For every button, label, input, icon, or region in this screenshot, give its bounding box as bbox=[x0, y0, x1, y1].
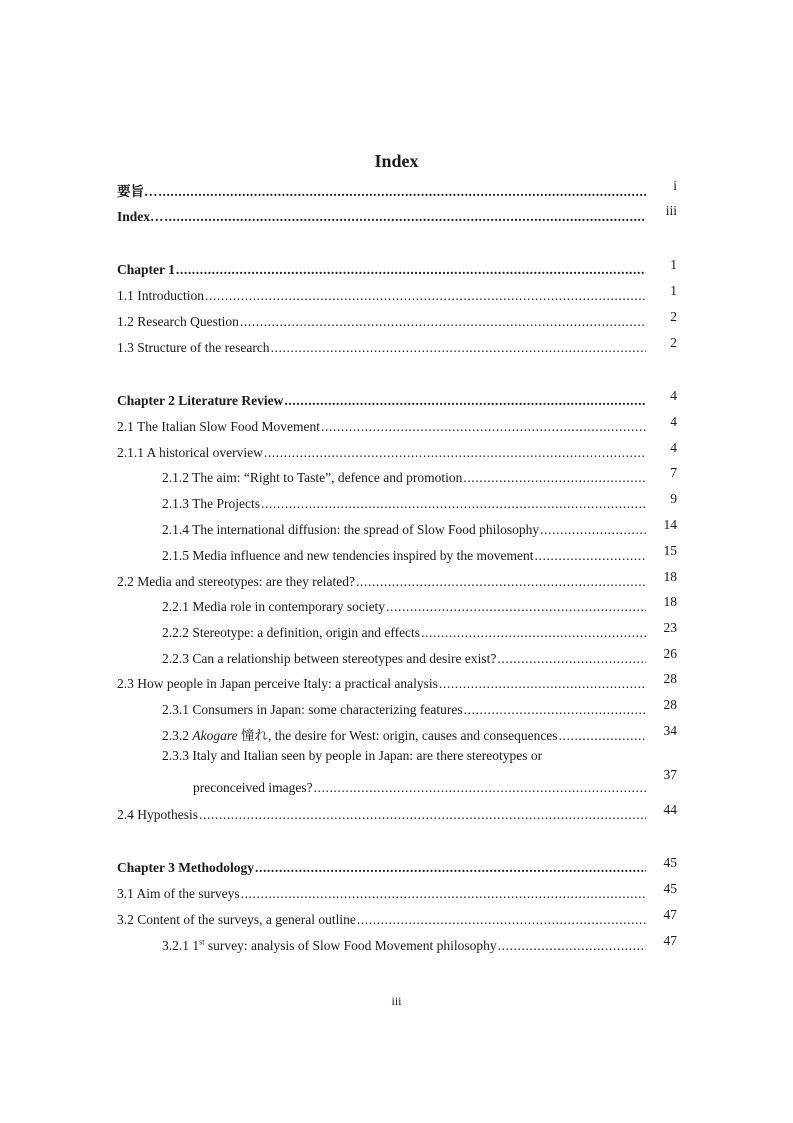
toc-entry-page: 26 bbox=[663, 646, 677, 661]
page-number: iii bbox=[391, 994, 402, 1008]
toc-entry-page: 15 bbox=[663, 543, 677, 558]
toc-entry[interactable] bbox=[117, 799, 648, 823]
toc-entry-title: 1.1 Introduction bbox=[117, 288, 204, 303]
toc-entry-title: 2.1.4 The international diffusion: the spread of Slow Food philosophy bbox=[162, 522, 540, 537]
toc-entry[interactable] bbox=[117, 332, 648, 356]
toc-entry-page: 1 bbox=[670, 283, 677, 298]
toc-entry-page: 34 bbox=[663, 723, 677, 738]
toc-entry[interactable] bbox=[117, 878, 648, 902]
toc-entry-title: 1.3 Structure of the research bbox=[117, 340, 270, 355]
toc-entry-title: 2.1.2 The aim: “Right to Taste”, defence and promotion bbox=[162, 470, 463, 485]
toc-entry[interactable] bbox=[162, 488, 648, 512]
toc-entry-chapter[interactable] bbox=[117, 254, 648, 278]
toc-entry[interactable] bbox=[117, 306, 648, 330]
toc-entry-page: 4 bbox=[670, 388, 677, 403]
toc-entry-title: 2.3.1 Consumers in Japan: some characterizing features bbox=[162, 702, 463, 717]
toc-entry-chapter[interactable] bbox=[117, 385, 648, 409]
toc-entry-title: 1.2 Research Question bbox=[117, 314, 239, 329]
toc-entry-page: 9 bbox=[670, 491, 677, 506]
toc-entry-title: 2.2.3 Can a relationship between stereotypes and desire exist? bbox=[162, 651, 497, 666]
toc-entry-page: 18 bbox=[663, 594, 677, 609]
toc-entry[interactable] bbox=[162, 930, 648, 954]
toc-entry-page: 4 bbox=[670, 440, 677, 455]
toc-entry-page: iii bbox=[665, 203, 677, 218]
toc-entry-title: 2.3.2 Akogare 憧れ, the desire for West: origin, causes and consequences bbox=[162, 728, 558, 743]
toc-entry-page: 23 bbox=[663, 620, 677, 635]
toc-entry-page: 14 bbox=[663, 517, 677, 532]
toc-entry-title: 3.1 Aim of the surveys bbox=[117, 886, 240, 901]
toc-entry-page: 4 bbox=[670, 414, 677, 429]
toc-entry[interactable] bbox=[162, 514, 648, 538]
toc-entry-title: Chapter 1 bbox=[117, 262, 175, 277]
toc-entry-title: Chapter 2 Literature Review bbox=[117, 393, 284, 408]
toc-entry[interactable] bbox=[162, 462, 648, 486]
toc-entry[interactable] bbox=[162, 591, 648, 615]
toc-entry[interactable] bbox=[162, 540, 648, 564]
toc-entry-page: i bbox=[673, 178, 677, 193]
toc-entry-title: 2.2 Media and stereotypes: are they related? bbox=[117, 574, 356, 589]
toc-entry-page: 47 bbox=[663, 933, 677, 948]
toc-entry[interactable] bbox=[117, 176, 648, 200]
toc-entry-title: 3.2 Content of the surveys, a general outline bbox=[117, 912, 356, 927]
toc-entry-title-line1: 2.3.3 Italy and Italian seen by people in Japan: are there stereotypes or bbox=[162, 748, 543, 763]
toc-entry-title: 3.2.1 1st survey: analysis of Slow Food Movement philosophy bbox=[162, 937, 497, 953]
toc-entry-page: 45 bbox=[663, 881, 677, 896]
toc-entry-multiline[interactable] bbox=[162, 742, 648, 770]
toc-entry[interactable] bbox=[162, 720, 648, 744]
toc-entry-title: 2.1 The Italian Slow Food Movement bbox=[117, 419, 320, 434]
toc-entry-page: 44 bbox=[663, 802, 677, 817]
toc-entry-page: 7 bbox=[670, 465, 677, 480]
toc-entry[interactable] bbox=[117, 668, 648, 692]
toc-entry-title-line2: preconceived images? bbox=[193, 780, 313, 795]
toc-entry-title: 2.1.5 Media influence and new tendencies inspired by the movement bbox=[162, 548, 534, 563]
toc-entry-title: 2.1.1 A historical overview bbox=[117, 445, 263, 460]
toc-entry-title: Chapter 3 Methodology bbox=[117, 860, 254, 875]
toc-entry-title: 2.4 Hypothesis bbox=[117, 807, 198, 822]
toc-entry[interactable] bbox=[117, 904, 648, 928]
toc-entry-title: Index… bbox=[117, 209, 164, 224]
toc-entry-title: 2.1.3 The Projects bbox=[162, 496, 260, 511]
toc-entry-title: 2.2.1 Media role in contemporary society bbox=[162, 599, 386, 614]
toc-entry-title: 2.3 How people in Japan perceive Italy: a practical analysis bbox=[117, 676, 438, 691]
toc-entry[interactable] bbox=[162, 617, 648, 641]
toc-entry-page: 28 bbox=[663, 671, 677, 686]
toc-entry[interactable] bbox=[117, 411, 648, 435]
page-title: Index bbox=[374, 151, 419, 171]
toc-entry-page: 18 bbox=[663, 569, 677, 584]
toc-entry-page: 47 bbox=[663, 907, 677, 922]
toc-entry[interactable] bbox=[117, 437, 648, 461]
toc-entry-page: 45 bbox=[663, 855, 677, 870]
toc-entry-title: 要旨… bbox=[117, 184, 158, 199]
toc-entry-page: 2 bbox=[670, 335, 677, 350]
toc-entry-page: 28 bbox=[663, 697, 677, 712]
toc-entry-page: 37 bbox=[663, 767, 677, 782]
toc-entry-page: 1 bbox=[670, 257, 677, 272]
toc-entry-title: 2.2.2 Stereotype: a definition, origin and effects bbox=[162, 625, 421, 640]
toc-entry[interactable] bbox=[117, 566, 648, 590]
toc-entry-continuation[interactable] bbox=[193, 772, 648, 796]
toc-entry[interactable] bbox=[162, 643, 648, 667]
toc-entry-chapter[interactable] bbox=[117, 852, 648, 876]
toc-entry[interactable] bbox=[162, 694, 648, 718]
toc-entry[interactable] bbox=[117, 280, 648, 304]
toc-entry-page: 2 bbox=[670, 309, 677, 324]
toc-entry[interactable] bbox=[117, 201, 648, 225]
